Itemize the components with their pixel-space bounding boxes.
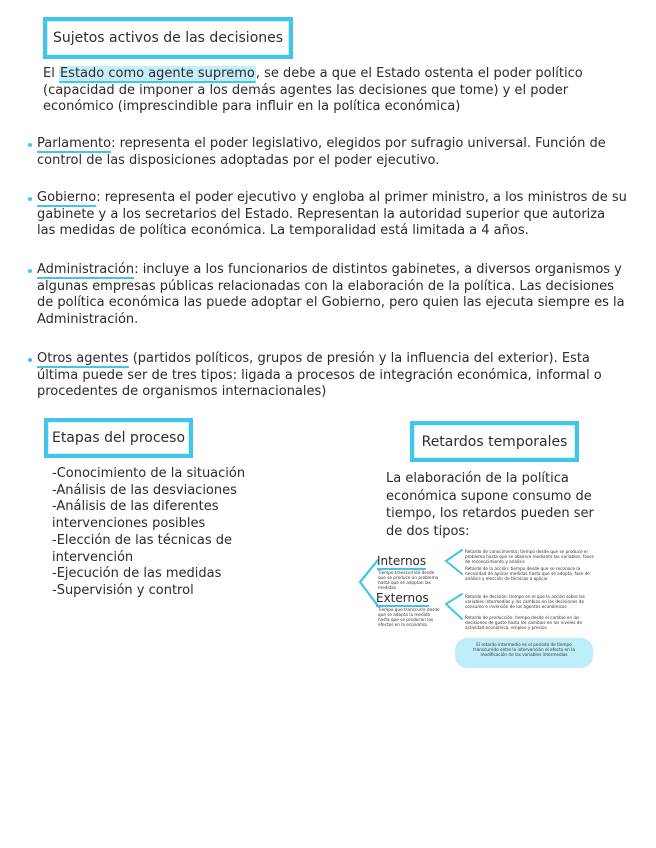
administracion-term: Administración [37,262,135,277]
internos-item: Retardo de la acción: tiempo desde que se reconoce la necesidad de aplicar medidas hasta que se adopta, fase de análisis y elección de técnicas a aplicar [465,566,590,581]
list-item: -Análisis de las desviaciones [52,482,237,498]
list-item: -Supervisión y control [52,582,194,598]
section-heading-etapas [44,418,193,458]
parlamento-paragraph: Parlamento: representa el poder legislativo, elegidos por sufragio universal. Función de control de las disposiciones adoptadas por el poder ejecutivo. [37,136,606,168]
administracion-paragraph: Administración: incluye a los funcionarios de distintos gabinetes, a diversos organismos y algunas empresas públicas relacionadas con la elaboración de la política. Las decisiones de política económica las puede adoptar el Gobierno, pero quien las ejecuta siempre es la Administración. [37,262,625,327]
otros-paragraph: Otros agentes (partidos políticos, grupos de presión y la influencia del exterior). Esta última puede ser de tres tipos: ligada a procesos de integración económica, informal o procedentes de organismos internacionales) [37,351,602,399]
etapas-list [52,466,245,600]
parlamento-term: Parlamento [37,136,112,151]
section-heading-etapas-text: Etapas del proceso [51,430,186,446]
internos-note: Tiempo transcurrido desde que se produce un problema hasta que se adoptan las medidas [378,570,439,590]
section-heading-sujetos [43,17,293,59]
internos-item: Retardo de conocimiento: tiempo desde que se produce el problema hasta que se observa mediante las variables, fases de reconocimiento y análisis [465,549,594,564]
list-item: -Análisis de las diferentes [52,499,219,515]
externos-note: Tiempo que transcurre desde que se adopta la medida hasta que se producen los efectos en la economía [378,607,440,627]
estado-paragraph: El Estado como agente supremo, se debe a que el Estado ostenta el poder político (capacidad de imponer a los demás agentes las decisiones que tome) y el poder económico (imprescindible para influir en la política económica) [43,66,583,114]
list-item: intervención [52,549,134,565]
externos-item: Retardo de decisión: tiempo en el que la acción sobre las variables intermedias y los cambios en las decisiones de consumo e inversión de los agentes económicos [465,594,585,609]
externos-bracket-icon [446,594,462,619]
bullet-dot-icon [28,269,32,273]
section-heading-retardos [410,421,579,462]
retardo-intermedio-note: El retardo intermedio es el período de tiempo transcurrido entre la intervención el efecto en la modificación de las variables intermedias [455,638,593,668]
otros-term: Otros agentes [37,351,129,366]
externos-label: Externos [376,591,429,605]
gobierno-term: Gobierno [37,190,97,205]
list-item: -Ejecución de las medidas [52,566,222,582]
list-item: intervenciones posibles [52,516,206,532]
estado-term: Estado como agente supremo [59,66,255,81]
bullet-dot-icon [28,143,32,147]
section-heading-retardos-text: Retardos temporales [421,433,568,450]
section-heading-sujetos-text: Sujetos activos de las decisiones [52,30,284,46]
externos-item: Retardo de producción: tiempo desde el cambio en las decisiones de gasto hasta los cambios en los niveles de actividad económica, empleo y precios [465,615,583,630]
bullet-dot-icon [28,197,32,201]
bullet-dot-icon [28,358,32,362]
gobierno-paragraph: Gobierno: representa el poder ejecutivo y engloba al primer ministro, a los ministros de su gabinete y a los secretarios del Estado. Representan la autoridad superior que autoriza las medidas de política económica. La temporalidad está limitada a 4 años. [37,190,627,238]
list-item: -Conocimiento de la situación [52,466,246,481]
list-item: -Elección de las técnicas de [52,532,232,548]
retardos-intro: La elaboración de la política económica supone consumo de tiempo, los retardos pueden ser de dos tipos: [386,471,594,539]
internos-label: Internos [377,554,427,568]
internos-bracket-icon [446,550,462,574]
